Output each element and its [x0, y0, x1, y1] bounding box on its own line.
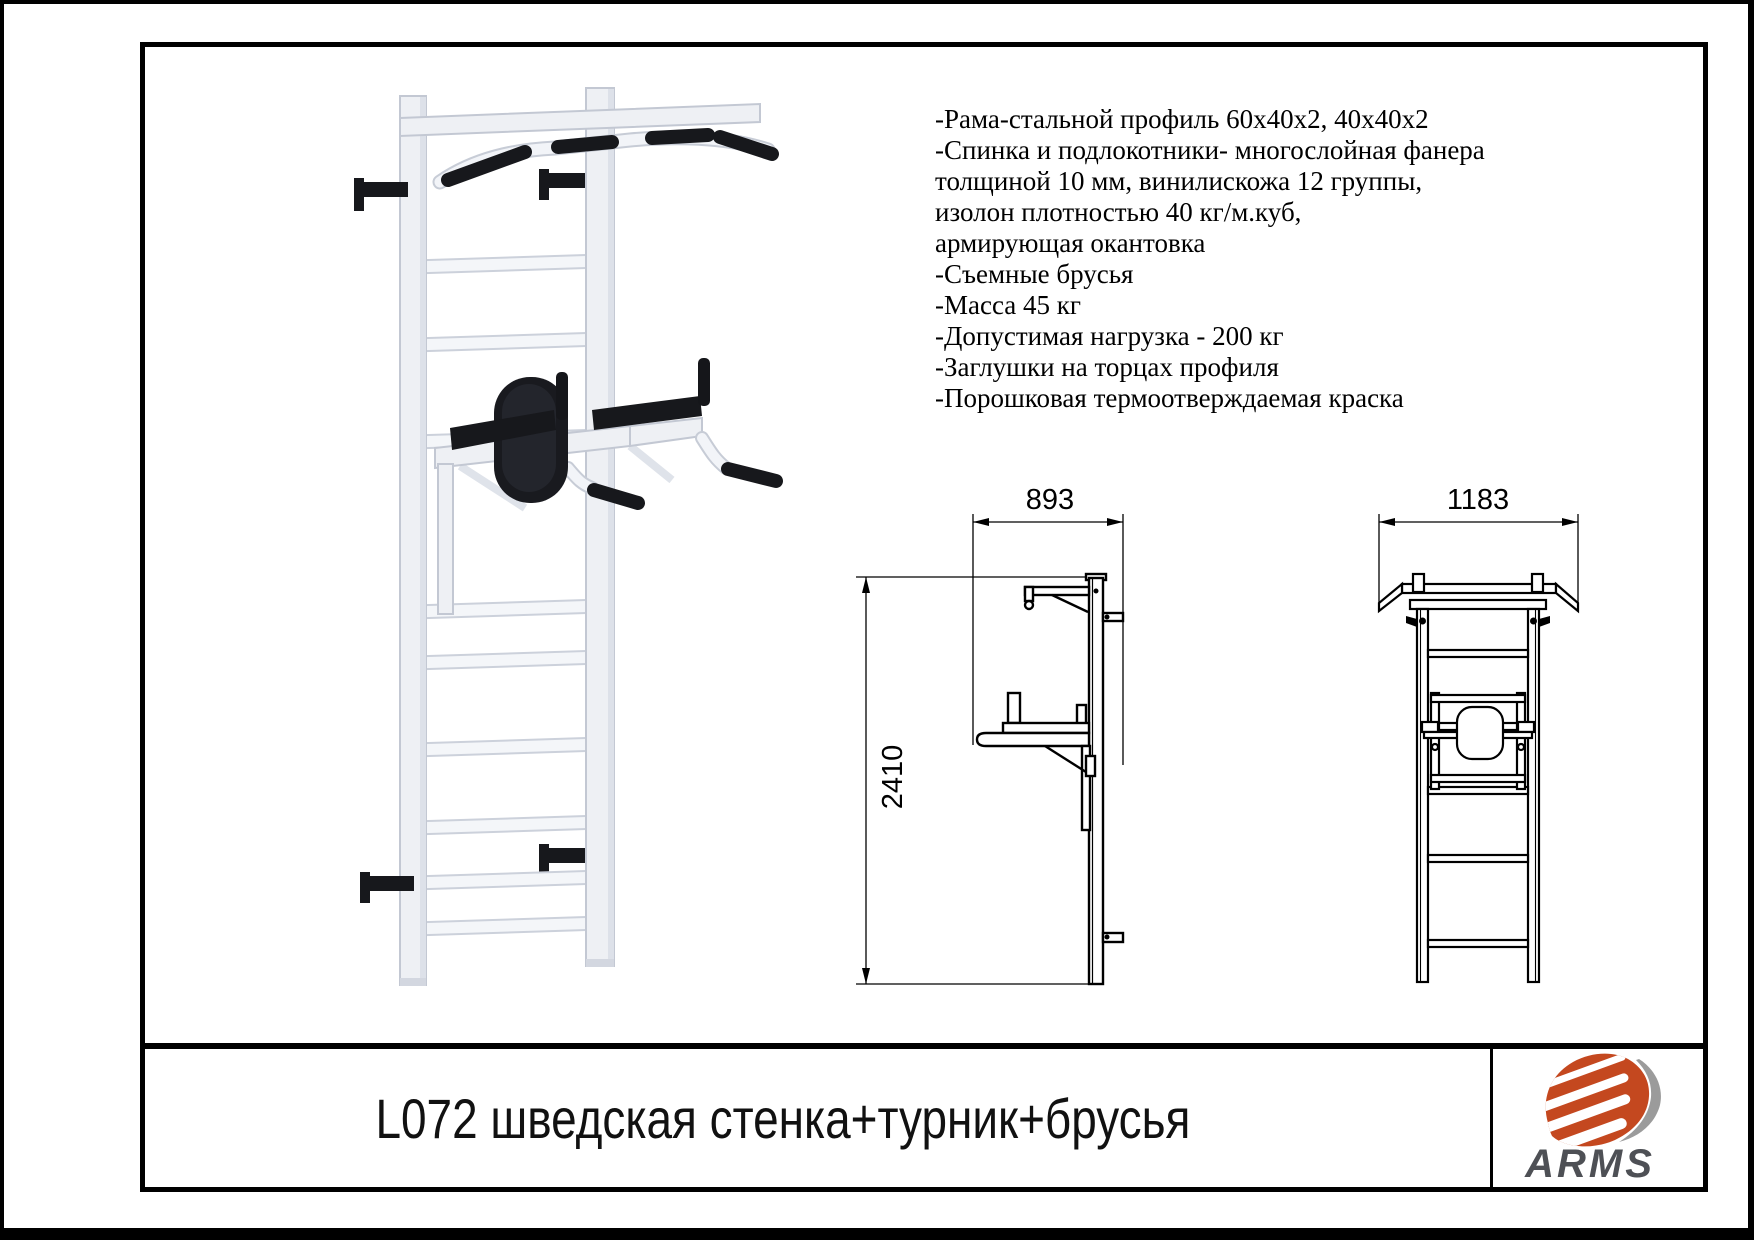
dimension-depth-label: 893	[1025, 484, 1075, 516]
logo-wordmark: ARMS	[1525, 1142, 1655, 1186]
handle-post-left	[556, 372, 568, 420]
side-view-drawing	[840, 460, 1140, 1000]
product-3d-render	[300, 60, 800, 990]
ladder-post-right	[586, 88, 614, 967]
spec-line: -Допустимая нагрузка - 200 кг	[935, 321, 1284, 351]
title-area	[145, 1049, 1490, 1187]
image-edge-bottom	[0, 1228, 1754, 1240]
spec-line: -Спинка и подлокотники- многослойная фанера	[935, 135, 1485, 165]
brand-logo-box	[1490, 1049, 1703, 1187]
ladder-post-left	[400, 96, 426, 986]
spec-line: изолон плотностью 40 кг/м.куб,	[935, 197, 1302, 227]
dip-handles	[594, 469, 776, 503]
spec-line: толщиной 10 мм, винилискожа 12 группы,	[935, 166, 1423, 196]
spec-list	[935, 104, 1575, 414]
front-view-drawing	[1360, 460, 1600, 1000]
handle-post-right	[698, 358, 710, 406]
spec-line: -Масса 45 кг	[935, 290, 1081, 320]
spec-line: -Рама-стальной профиль 60х40х2, 40х40х2	[935, 104, 1429, 134]
spec-line: -Съемные брусья	[935, 259, 1134, 289]
spec-line: -Порошковая термоотверждаемая краска	[935, 383, 1404, 413]
dimension-height-label: 2410	[877, 744, 909, 810]
image-edge-right	[1748, 0, 1754, 1240]
title-block	[145, 1043, 1703, 1187]
image-edge-top	[0, 0, 1754, 4]
dimension-width-label: 1183	[1446, 484, 1510, 516]
image-edge-left	[0, 0, 4, 1240]
page-title: L072 шведская стенка+турник+брусья	[375, 1086, 1190, 1150]
spec-line: армирующая окантовка	[935, 228, 1206, 258]
spec-line: -Заглушки на торцах профиля	[935, 352, 1279, 382]
arms-logo	[1493, 1049, 1706, 1190]
